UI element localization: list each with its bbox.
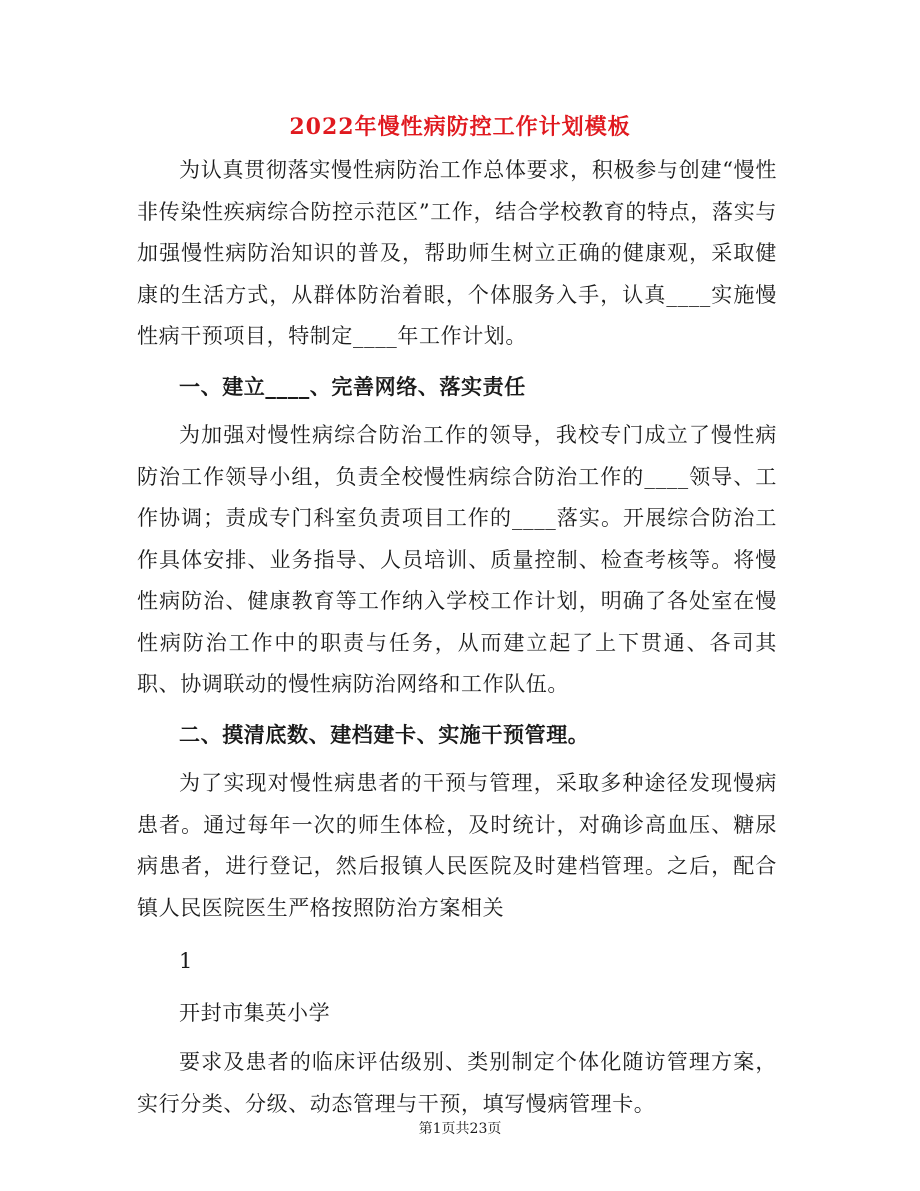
inline-page-number: 1 xyxy=(179,949,193,973)
document-body xyxy=(137,150,777,1133)
section-heading-1: 一、建立____、完善网络、落实责任 xyxy=(179,373,526,399)
school-name: 开封市集英小学 xyxy=(179,1000,331,1025)
document-title: 2022年慢性病防控工作计划模板 xyxy=(289,114,631,140)
paragraph-section-2-continued: 要求及患者的临床评估级别、类别制定个体化随访管理方案，实行分类、分级、动态管理与干预，填写慢病管理卡。 xyxy=(137,1050,777,1116)
paragraph-section-2: 为了实现对慢性病患者的干预与管理，采取多种途径发现慢病患者。通过每年一次的师生体检，及时统计，对确诊高血压、糖尿病患者，进行登记，然后报镇人民医院及时建档管理。之后，配合镇人民医院医生严格按照防治方案相关 xyxy=(137,771,777,920)
paragraph-section-1: 为加强对慢性病综合防治工作的领导，我校专门成立了慢性病防治工作领导小组，负责全校慢性病综合防治工作的____领导、工作协调；责成专门科室负责项目工作的____落实。开展综合防治工作具体安排、业务指导、人员培训、质量控制、检查考核等。将慢性病防治、健康教育等工作纳入学校工作计划，明确了各处室在慢性病防治工作中的职责与任务，从而建立起了上下贯通、各司其职、协调联动的慢性病防治网络和工作队伍。 xyxy=(137,423,777,696)
page-footer: 第1页共23页 xyxy=(418,1121,502,1137)
section-heading-2: 二、摸清底数、建档建卡、实施干预管理。 xyxy=(179,721,590,747)
paragraph-intro: 为认真贯彻落实慢性病防治工作总体要求，积极参与创建“慢性非传染性疾病综合防控示范区”工作，结合学校教育的特点，落实与加强慢性病防治知识的普及，帮助师生树立正确的健康观，采取健康的生活方式，从群体防治着眼，个体服务入手，认真____实施慢性病干预项目，特制定____年工作计划。 xyxy=(137,158,777,348)
